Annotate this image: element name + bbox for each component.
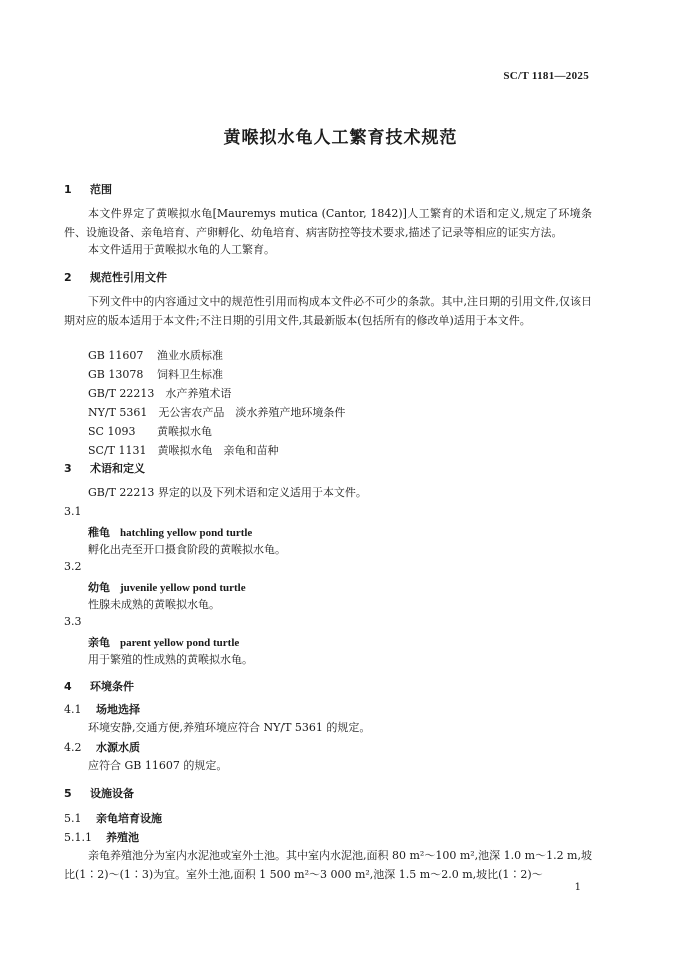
reference-item <box>88 366 223 382</box>
section-1-paragraph-1: 本文件界定了黄喉拟水龟[Mauremys mutica (Cantor, 1842)]人工繁育的术语和定义,规定了环境条件、设施设备、亲龟培育、产卵孵化、幼龟培育、病害防控等技术要求,描述了记录等相应的证实方法。 <box>64 207 592 239</box>
reference-item <box>88 347 223 363</box>
section-2-heading <box>64 269 167 285</box>
subsection-number: 5.1.1 <box>64 831 92 844</box>
reference-name: 黄喉拟水龟 <box>157 425 212 438</box>
term-heading <box>88 524 252 540</box>
reference-code: GB/T 22213 <box>88 387 155 400</box>
reference-code: GB 11607 <box>88 349 144 362</box>
section-title: 环境条件 <box>90 680 134 693</box>
subsection-number: 4.1 <box>64 703 82 716</box>
term-cn: 稚龟 <box>88 526 110 539</box>
reference-item <box>88 442 279 458</box>
subsection-4-2-text: 应符合 GB 11607 的规定。 <box>88 759 228 772</box>
reference-name: 饲料卫生标准 <box>157 368 223 381</box>
term-heading <box>88 579 246 595</box>
subsection-5-1-1-heading <box>64 829 139 845</box>
subsection-4-2-heading <box>64 739 140 755</box>
reference-item <box>88 404 345 420</box>
section-3-paragraph-1: GB/T 22213 界定的以及下列术语和定义适用于本文件。 <box>88 486 367 499</box>
reference-code: SC/T 1131 <box>88 444 147 457</box>
term-cn: 亲龟 <box>88 636 110 649</box>
section-title: 术语和定义 <box>90 462 145 475</box>
section-4-heading <box>64 678 134 694</box>
reference-name: 无公害农产品 淡水养殖产地环境条件 <box>158 406 346 419</box>
reference-code: SC 1093 <box>88 425 136 438</box>
reference-item <box>88 385 231 401</box>
section-title: 设施设备 <box>90 787 134 800</box>
subsection-5-1-1-paragraph: 亲龟养殖池分为室内水泥池或室外土池。其中室内水泥池,面积 80 m²～100 m²,池深 1.0 m～1.2 m,坡比(1∶2)～(1∶3)为宜。室外土池,面积 1 500 m²～3 000 m²,池深 1.5 m～2.0 m,坡比(1∶2)～ <box>64 849 592 881</box>
section-number: 5 <box>64 787 72 800</box>
reference-name: 渔业水质标准 <box>157 349 223 362</box>
term-en: parent yellow pond turtle <box>120 637 240 649</box>
subsection-title: 场地选择 <box>96 703 140 716</box>
term-definition: 性腺未成熟的黄喉拟水龟。 <box>88 598 220 611</box>
section-5-heading <box>64 785 134 801</box>
page-number: 1 <box>574 882 581 893</box>
section-2-paragraph-1: 下列文件中的内容通过文中的规范性引用而构成本文件必不可少的条款。其中,注日期的引用文件,仅该日期对应的版本适用于本文件;不注日期的引用文件,其最新版本(包括所有的修改单)适用于本文件。 <box>64 295 592 327</box>
section-number: 2 <box>64 271 72 284</box>
subsection-5-1-heading <box>64 810 162 826</box>
subsection-title: 养殖池 <box>106 831 139 844</box>
section-number: 4 <box>64 680 72 693</box>
term-number: 3.1 <box>64 505 82 518</box>
reference-name: 水产养殖术语 <box>165 387 232 400</box>
term-en: juvenile yellow pond turtle <box>120 582 246 594</box>
section-number: 1 <box>64 183 72 196</box>
section-title: 范围 <box>90 183 112 196</box>
term-heading <box>88 634 239 650</box>
term-number: 3.3 <box>64 615 82 628</box>
section-1-heading <box>64 181 112 197</box>
subsection-number: 4.2 <box>64 741 82 754</box>
reference-code: GB 13078 <box>88 368 144 381</box>
section-1-paragraph-2: 本文件适用于黄喉拟水龟的人工繁育。 <box>88 243 275 256</box>
term-number: 3.2 <box>64 560 82 573</box>
section-number: 3 <box>64 462 72 475</box>
term-en: hatchling yellow pond turtle <box>120 527 253 539</box>
subsection-4-1-text: 环境安静,交通方便,养殖环境应符合 NY/T 5361 的规定。 <box>88 721 371 734</box>
term-definition: 孵化出壳至开口摄食阶段的黄喉拟水龟。 <box>88 543 286 556</box>
term-cn: 幼龟 <box>88 581 110 594</box>
document-title: 黄喉拟水龟人工繁育技术规范 <box>223 128 458 148</box>
section-title: 规范性引用文件 <box>90 271 167 284</box>
reference-name: 黄喉拟水龟 亲龟和苗种 <box>157 444 279 457</box>
term-definition: 用于繁殖的性成熟的黄喉拟水龟。 <box>88 653 253 666</box>
subsection-title: 亲龟培育设施 <box>96 812 162 825</box>
subsection-number: 5.1 <box>64 812 82 825</box>
subsection-4-1-heading <box>64 701 140 717</box>
standard-number: SC/T 1181—2025 <box>503 70 589 82</box>
subsection-title: 水源水质 <box>96 741 140 754</box>
section-3-heading <box>64 460 145 476</box>
reference-code: NY/T 5361 <box>88 406 148 419</box>
reference-item <box>88 423 212 439</box>
